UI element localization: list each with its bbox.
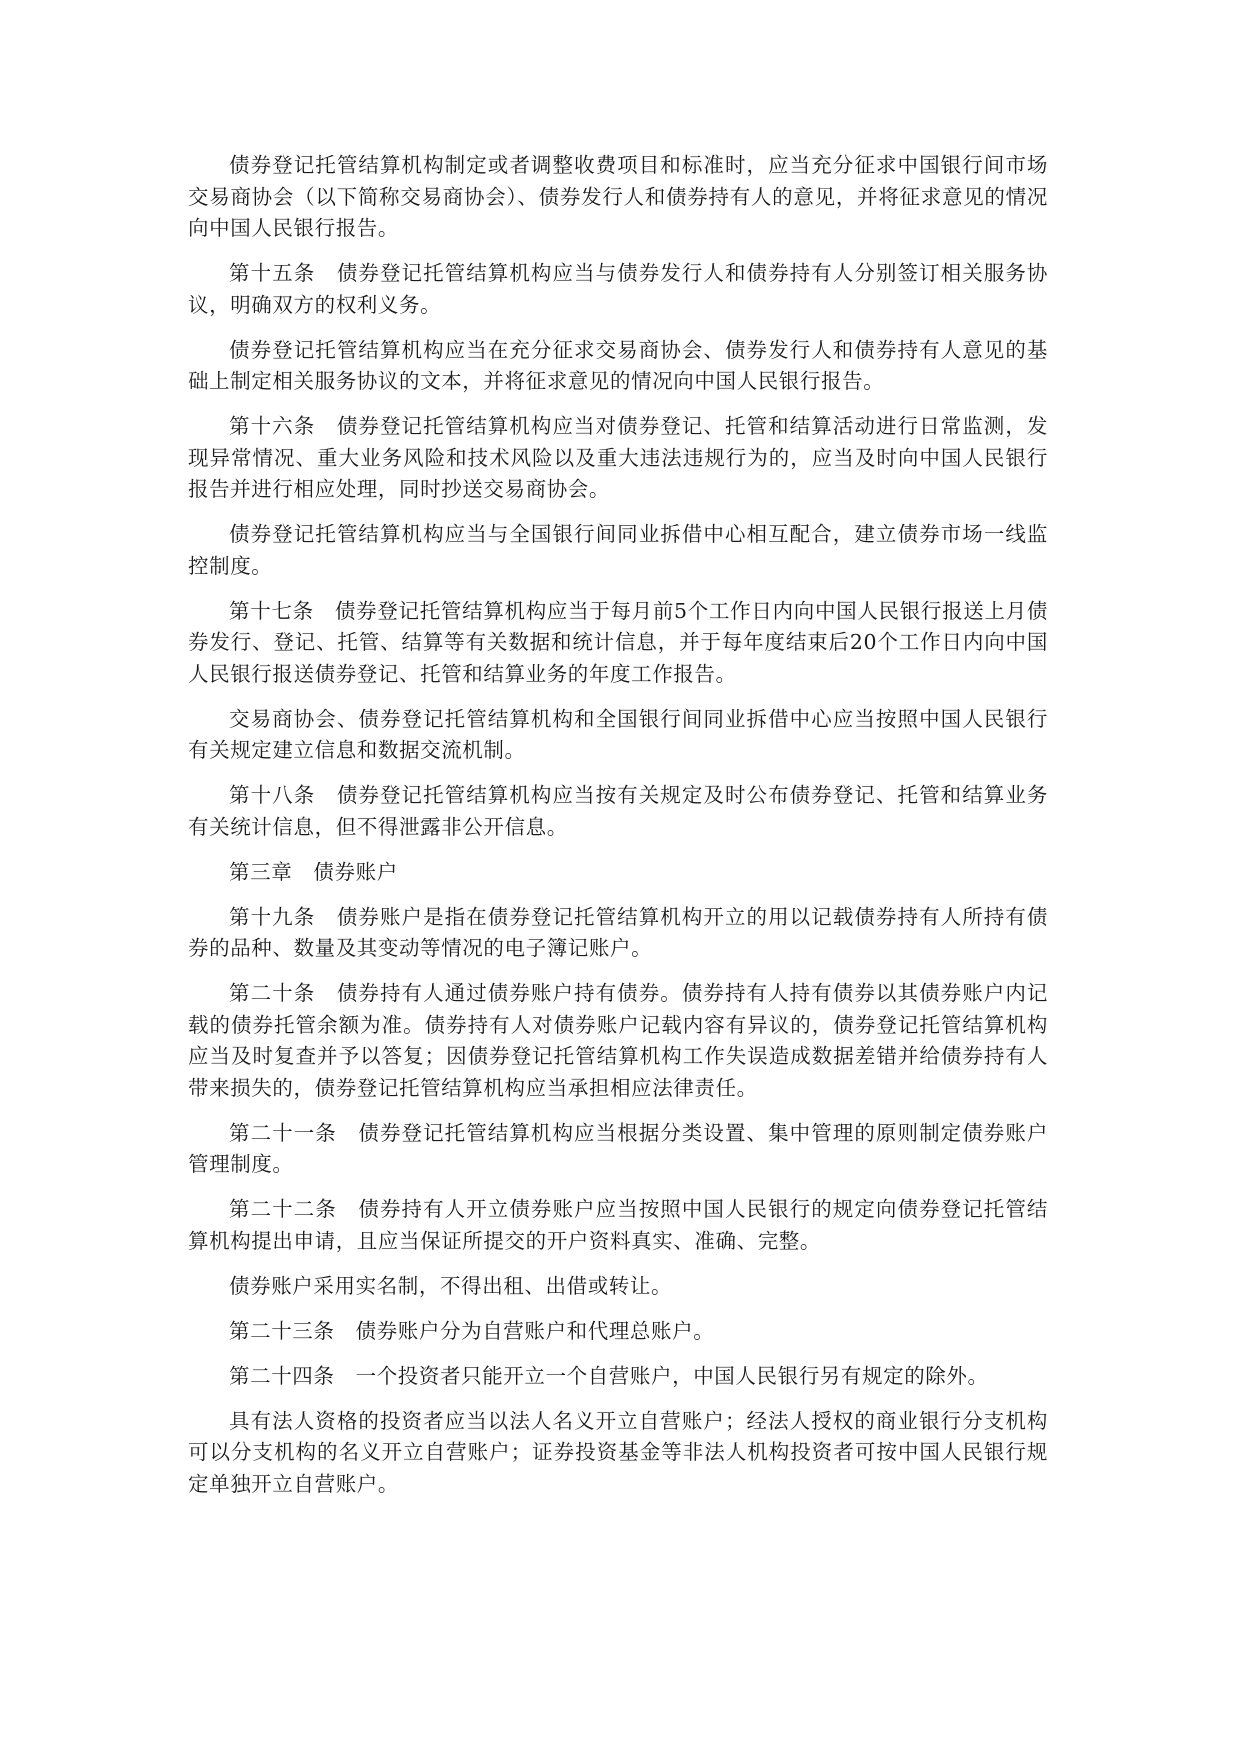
article-21: 第二十一条 债券登记托管结算机构应当根据分类设置、集中管理的原则制定债券账户管理制度。 <box>188 1120 1048 1176</box>
paragraph-real-name-system: 债券账户采用实名制，不得出租、出借或转让。 <box>229 1273 673 1298</box>
article-17: 第十七条 债券登记托管结算机构应当于每月前5个工作日内向中国人民银行报送上月债券发行、登记、托管、结算等有关数据和统计信息，并于每年度结束后20个工作日内向中国人民银行报送债券登记、托管和结算业务的年度工作报告。 <box>188 598 1048 686</box>
article-22: 第二十二条 债券持有人开立债券账户应当按照中国人民银行的规定向债券登记托管结算机构提出申请，且应当保证所提交的开户资料真实、准确、完整。 <box>188 1197 1048 1253</box>
paragraph-legal-person-accounts: 具有法人资格的投资者应当以法人名义开立自营账户；经法人授权的商业银行分支机构可以分支机构的名义开立自营账户；证券投资基金等非法人机构投资者可按中国人民银行规定单独开立自营账户。 <box>188 1408 1048 1496</box>
article-23: 第二十三条 债券账户分为自营账户和代理总账户。 <box>229 1318 715 1343</box>
article-24: 第二十四条 一个投资者只能开立一个自营账户，中国人民银行另有规定的除外。 <box>229 1363 989 1388</box>
article-15: 第十五条 债券登记托管结算机构应当与债券发行人和债券持有人分别签订相关服务协议，明确双方的权利义务。 <box>188 261 1048 317</box>
article-20: 第二十条 债券持有人通过债券账户持有债券。债券持有人持有债券以其债券账户内记载的债券托管余额为准。债券持有人对债券账户记载内容有异议的，债券登记托管结算机构应当及时复查并予以答复；因债券登记托管结算机构工作失误造成数据差错并给债券持有人带来损失的，债券登记托管结算机构应当承担相应法律责任。 <box>188 981 1048 1100</box>
paragraph-service-agreement-text: 债券登记托管结算机构应当在充分征求交易商协会、债券发行人和债券持有人意见的基础上制定相关服务协议的文本，并将征求意见的情况向中国人民银行报告。 <box>188 337 1048 393</box>
article-18: 第十八条 债券登记托管结算机构应当按有关规定及时公布债券登记、托管和结算业务有关统计信息，但不得泄露非公开信息。 <box>188 783 1048 839</box>
article-16: 第十六条 债券登记托管结算机构应当对债券登记、托管和结算活动进行日常监测，发现异常情况、重大业务风险和技术风险以及重大违法违规行为的，应当及时向中国人民银行报告并进行相应处理，同时抄送交易商协会。 <box>188 414 1048 501</box>
document-page <box>188 150 1048 1514</box>
chapter-3-heading: 第三章 债券账户 <box>229 859 398 884</box>
paragraph-information-exchange: 交易商协会、债券登记托管结算机构和全国银行间同业拆借中心应当按照中国人民银行有关规定建立信息和数据交流机制。 <box>188 706 1048 762</box>
paragraph-market-monitoring: 债券登记托管结算机构应当与全国银行间同业拆借中心相互配合，建立债券市场一线监控制度。 <box>188 522 1048 578</box>
article-19: 第十九条 债券账户是指在债券登记托管结算机构开立的用以记载债券持有人所持有债券的品种、数量及其变动等情况的电子簿记账户。 <box>188 904 1048 960</box>
paragraph-fee-adjustment: 债券登记托管结算机构制定或者调整收费项目和标准时，应当充分征求中国银行间市场交易商协会（以下简称交易商协会）、债券发行人和债券持有人的意见，并将征求意见的情况向中国人民银行报告。 <box>188 153 1048 240</box>
